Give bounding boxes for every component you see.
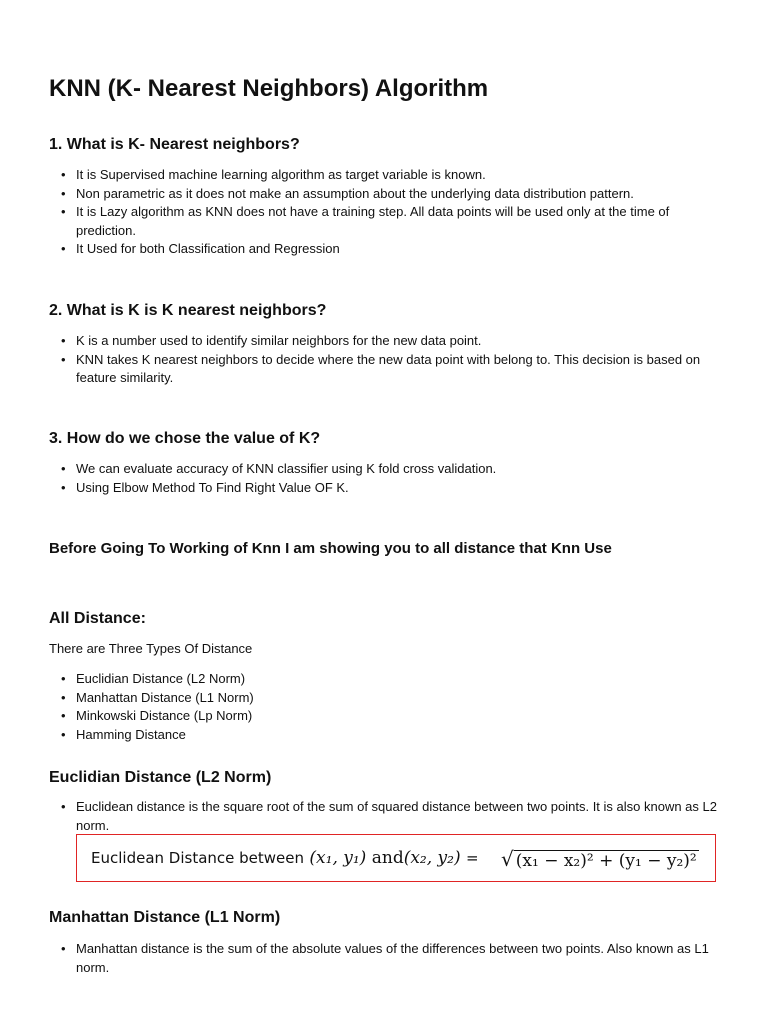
list-item: • KNN takes K nearest neighbors to decide where the new data point with belong to. This decision is based on feature similarity.	[49, 351, 719, 388]
list-what-is-k	[49, 332, 719, 388]
section-heading-what-is-knn: 1. What is K- Nearest neighbors?	[49, 136, 300, 153]
list-item: • Manhattan distance is the sum of the absolute values of the differences between two points. Also known as L1 norm.	[49, 940, 719, 977]
formula-point-2: (x₂, y₂)	[403, 848, 461, 868]
list-item: • We can evaluate accuracy of KNN classifier using K fold cross validation.	[49, 460, 719, 479]
formula-expression: (x₁ − x₂)² + (y₁ − y₂)²	[515, 851, 697, 871]
list-item: • Non parametric as it does not make an assumption about the underlying data distribution pattern.	[49, 185, 719, 204]
section-heading-euclidian: Euclidian Distance (L2 Norm)	[49, 769, 272, 786]
list-item: • Minkowski Distance (Lp Norm)	[49, 707, 719, 726]
list-item: • It is Lazy algorithm as KNN does not have a training step. All data points will be used only at the time of prediction.	[49, 203, 719, 240]
distance-intro-text: There are Three Types Of Distance	[49, 641, 253, 656]
list-what-is-knn	[49, 166, 719, 259]
page-title: KNN (K- Nearest Neighbors) Algorithm	[49, 75, 489, 102]
list-item: • Euclidean distance is the square root of the sum of squared distance between two points. It is also known as L2 norm.	[49, 798, 719, 835]
section-heading-choose-k: 3. How do we chose the value of K?	[49, 430, 321, 447]
list-item: • Manhattan Distance (L1 Norm)	[49, 689, 719, 708]
formula-lhs	[91, 848, 479, 868]
list-choose-k	[49, 460, 719, 497]
formula-label: Euclidean Distance between	[91, 849, 305, 867]
square-root-icon: √	[501, 847, 514, 871]
formula-point-1: (x₁, y₁)	[309, 848, 367, 868]
section-heading-manhattan: Manhattan Distance (L1 Norm)	[49, 909, 281, 926]
list-euclidian	[49, 798, 719, 835]
euclidean-formula-box	[76, 834, 716, 882]
list-item: • Hamming Distance	[49, 726, 719, 745]
formula-rhs	[501, 847, 699, 871]
section-heading-what-is-k: 2. What is K is K nearest neighbors?	[49, 302, 327, 319]
list-distance-types	[49, 670, 719, 744]
intro-heading: Before Going To Working of Knn I am showing you to all distance that Knn Use	[49, 540, 612, 557]
list-item: • It is Supervised machine learning algorithm as target variable is known.	[49, 166, 719, 185]
section-heading-all-distance: All Distance:	[49, 610, 146, 627]
formula-equals: =	[466, 849, 479, 867]
list-item: • K is a number used to identify similar neighbors for the new data point.	[49, 332, 719, 351]
list-item: • Using Elbow Method To Find Right Value OF K.	[49, 479, 719, 498]
list-manhattan	[49, 940, 719, 977]
formula-and: and	[371, 848, 404, 868]
list-item: • It Used for both Classification and Regression	[49, 240, 719, 259]
list-item: • Euclidian Distance (L2 Norm)	[49, 670, 719, 689]
